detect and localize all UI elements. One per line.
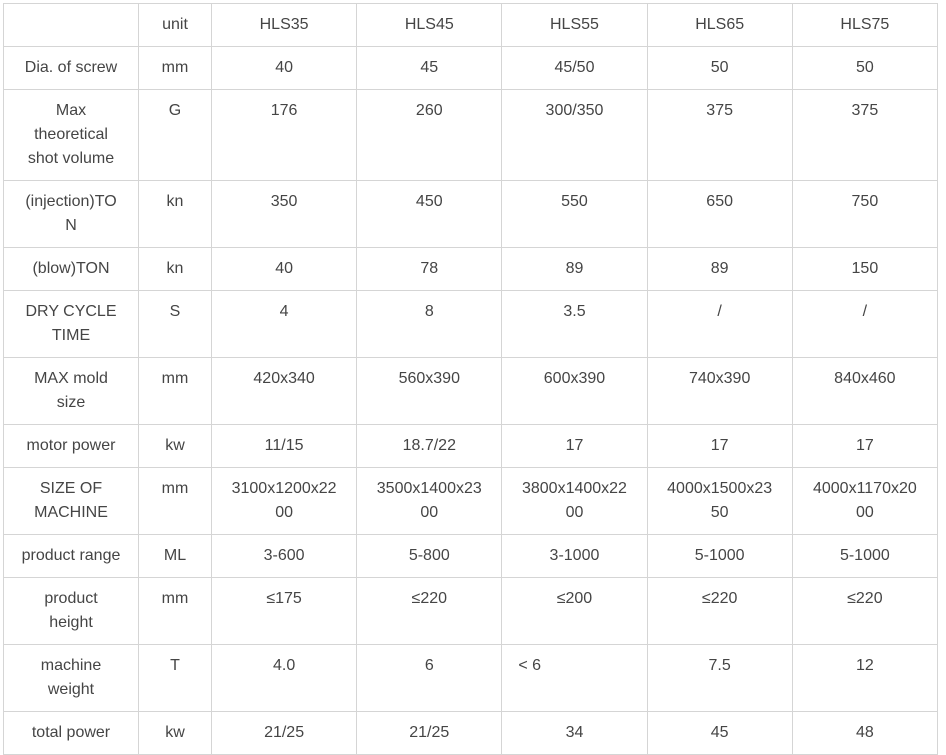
spec-row: [4, 712, 938, 755]
unit-cell: mm: [139, 468, 212, 535]
value-cell: 560x390: [357, 358, 502, 425]
row-label: MAX mold size: [4, 358, 139, 425]
value-cell: 150: [792, 248, 937, 291]
value-cell: 40: [212, 47, 357, 90]
unit-cell: kw: [139, 425, 212, 468]
value-cell: ≤220: [647, 578, 792, 645]
value-cell: 40: [212, 248, 357, 291]
value-cell: 650: [647, 181, 792, 248]
value-cell: 3800x1400x2200: [502, 468, 647, 535]
value-cell: 375: [792, 90, 937, 181]
value-cell: 5-800: [357, 535, 502, 578]
row-label: machine weight: [4, 645, 139, 712]
column-header-blank: [4, 4, 139, 47]
value-cell: 17: [792, 425, 937, 468]
value-cell: 375: [647, 90, 792, 181]
spec-row: [4, 468, 938, 535]
value-cell: /: [792, 291, 937, 358]
value-cell: 78: [357, 248, 502, 291]
spec-row: [4, 425, 938, 468]
spec-row: [4, 578, 938, 645]
row-label: SIZE OF MACHINE: [4, 468, 139, 535]
spec-row: [4, 358, 938, 425]
value-cell: 3-600: [212, 535, 357, 578]
machine-spec-table: [3, 3, 938, 755]
spec-row: [4, 291, 938, 358]
value-cell: 48: [792, 712, 937, 755]
value-cell: 600x390: [502, 358, 647, 425]
value-cell: 7.5: [647, 645, 792, 712]
value-cell: 89: [647, 248, 792, 291]
value-cell: 34: [502, 712, 647, 755]
value-cell: 450: [357, 181, 502, 248]
value-cell: 8: [357, 291, 502, 358]
value-cell: 840x460: [792, 358, 937, 425]
value-cell: 12: [792, 645, 937, 712]
unit-cell: G: [139, 90, 212, 181]
row-label: total power: [4, 712, 139, 755]
value-cell: 300/350: [502, 90, 647, 181]
value-cell: < 6: [502, 645, 647, 712]
value-cell: 5-1000: [792, 535, 937, 578]
spec-row: [4, 47, 938, 90]
value-cell: ≤200: [502, 578, 647, 645]
spec-table-body: [4, 47, 938, 755]
value-cell: 176: [212, 90, 357, 181]
column-header-hls45: HLS45: [357, 4, 502, 47]
value-cell: 18.7/22: [357, 425, 502, 468]
value-cell: 4000x1500x2350: [647, 468, 792, 535]
value-cell: 4: [212, 291, 357, 358]
column-header-hls35: HLS35: [212, 4, 357, 47]
spec-row: [4, 181, 938, 248]
spec-row: [4, 535, 938, 578]
value-cell: 45: [647, 712, 792, 755]
value-cell: 3100x1200x2200: [212, 468, 357, 535]
unit-cell: kn: [139, 181, 212, 248]
value-cell: ≤220: [357, 578, 502, 645]
value-cell: 4.0: [212, 645, 357, 712]
value-cell: 750: [792, 181, 937, 248]
unit-cell: S: [139, 291, 212, 358]
unit-cell: mm: [139, 47, 212, 90]
value-cell: 3-1000: [502, 535, 647, 578]
value-cell: 45/50: [502, 47, 647, 90]
value-cell: 4000x1170x2000: [792, 468, 937, 535]
row-label: product height: [4, 578, 139, 645]
unit-cell: kw: [139, 712, 212, 755]
column-header-unit: unit: [139, 4, 212, 47]
unit-cell: mm: [139, 358, 212, 425]
row-label: motor power: [4, 425, 139, 468]
value-cell: 89: [502, 248, 647, 291]
header-row: [4, 4, 938, 47]
column-header-hls75: HLS75: [792, 4, 937, 47]
value-cell: 550: [502, 181, 647, 248]
spec-row: [4, 248, 938, 291]
row-label: product range: [4, 535, 139, 578]
value-cell: 3500x1400x2300: [357, 468, 502, 535]
value-cell: ≤220: [792, 578, 937, 645]
row-label: Dia. of screw: [4, 47, 139, 90]
unit-cell: ML: [139, 535, 212, 578]
row-label: (injection)TON: [4, 181, 139, 248]
value-cell: 11/15: [212, 425, 357, 468]
value-cell: 420x340: [212, 358, 357, 425]
value-cell: 21/25: [212, 712, 357, 755]
value-cell: 21/25: [357, 712, 502, 755]
row-label: DRY CYCLE TIME: [4, 291, 139, 358]
value-cell: 350: [212, 181, 357, 248]
row-label: (blow)TON: [4, 248, 139, 291]
value-cell: ≤175: [212, 578, 357, 645]
value-cell: 17: [647, 425, 792, 468]
spec-table-head: [4, 4, 938, 47]
value-cell: 3.5: [502, 291, 647, 358]
value-cell: 45: [357, 47, 502, 90]
value-cell: 740x390: [647, 358, 792, 425]
unit-cell: kn: [139, 248, 212, 291]
unit-cell: mm: [139, 578, 212, 645]
value-cell: 50: [647, 47, 792, 90]
value-cell: 50: [792, 47, 937, 90]
spec-row: [4, 645, 938, 712]
value-cell: 6: [357, 645, 502, 712]
value-cell: 17: [502, 425, 647, 468]
unit-cell: T: [139, 645, 212, 712]
value-cell: 260: [357, 90, 502, 181]
value-cell: 5-1000: [647, 535, 792, 578]
column-header-hls55: HLS55: [502, 4, 647, 47]
row-label: Max theoretical shot volume: [4, 90, 139, 181]
column-header-hls65: HLS65: [647, 4, 792, 47]
value-cell: /: [647, 291, 792, 358]
spec-row: [4, 90, 938, 181]
